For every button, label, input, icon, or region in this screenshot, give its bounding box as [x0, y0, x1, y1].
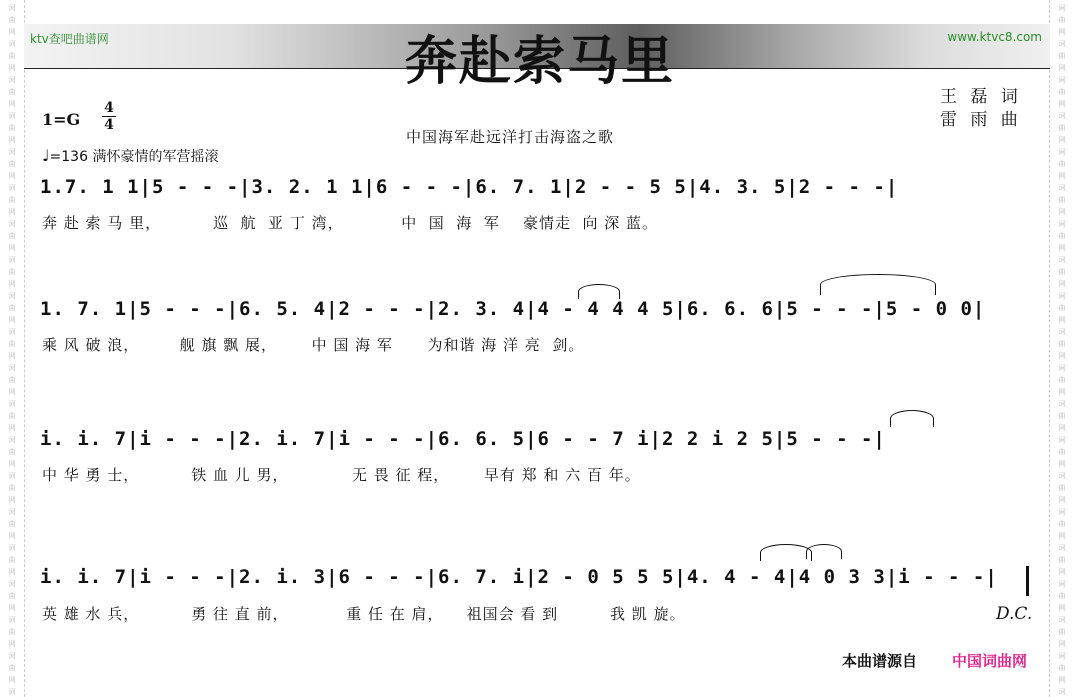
watermark-glyph: 曲 — [8, 556, 16, 564]
watermark-glyph: 网 — [8, 352, 16, 360]
watermark-glyph: 曲 — [8, 376, 16, 384]
watermark-glyph: 词 — [1058, 652, 1066, 660]
watermark-glyph: 网 — [1058, 208, 1066, 216]
watermark-glyph: 网 — [1058, 460, 1066, 468]
watermark-glyph: 曲 — [8, 124, 16, 132]
quarter-note-icon: ♩ — [42, 146, 50, 165]
watermark-glyph: 词 — [1058, 472, 1066, 480]
watermark-glyph: 词 — [8, 40, 16, 48]
watermark-glyph: 词 — [1058, 148, 1066, 156]
watermark-glyph: 词 — [8, 328, 16, 336]
watermark-glyph: 词 — [1058, 544, 1066, 552]
slur-mark — [820, 274, 936, 295]
watermark-glyph: 曲 — [1058, 448, 1066, 456]
watermark-glyph: 曲 — [8, 448, 16, 456]
score-lyrics-row-2: 乘 风 破 浪， 舰 旗 飘 展， 中 国 海 军 为和谐 海 洋 亮 剑。 — [42, 336, 585, 354]
watermark-glyph: 词 — [8, 544, 16, 552]
watermark-glyph: 曲 — [8, 160, 16, 168]
watermark-glyph: 词 — [8, 4, 16, 12]
watermark-glyph: 网 — [1058, 100, 1066, 108]
watermark-glyph: 网 — [8, 28, 16, 36]
watermark-glyph: 曲 — [8, 88, 16, 96]
watermark-glyph: 网 — [1058, 172, 1066, 180]
watermark-glyph: 词 — [1058, 220, 1066, 228]
watermark-glyph: 曲 — [8, 412, 16, 420]
watermark-glyph: 曲 — [1058, 124, 1066, 132]
watermark-glyph: 网 — [1058, 64, 1066, 72]
score-lyrics-row-3: 中 华 勇 士， 铁 血 儿 男， 无 畏 征 程， 早有 郑 和 六 百 年。 — [42, 466, 641, 484]
watermark-glyph: 网 — [1058, 280, 1066, 288]
watermark-glyph: 网 — [8, 244, 16, 252]
slur-mark — [578, 284, 620, 299]
watermark-glyph: 曲 — [1058, 520, 1066, 528]
watermark-glyph: 词 — [1058, 40, 1066, 48]
watermark-glyph: 网 — [8, 136, 16, 144]
key-signature: 1=G — [42, 110, 81, 129]
watermark-glyph: 网 — [8, 568, 16, 576]
watermark-glyph: 曲 — [1058, 628, 1066, 636]
watermark-glyph: 曲 — [1058, 196, 1066, 204]
score-notes-row-3: i. i. 7|i - - -|2. i. 7|i - - -|6. 6. 5|6 - - 7 i|2 2 i 2 5|5 - - -| — [40, 428, 886, 450]
watermark-glyph: 曲 — [1058, 232, 1066, 240]
watermark-glyph: 词 — [1058, 76, 1066, 84]
watermark-glyph: 网 — [8, 64, 16, 72]
watermark-glyph: 网 — [8, 460, 16, 468]
da-capo-marking: D.C. — [996, 604, 1033, 624]
watermark-glyph: 词 — [8, 256, 16, 264]
watermark-glyph: 曲 — [8, 592, 16, 600]
tempo-marking — [42, 146, 218, 166]
watermark-glyph: 网 — [1058, 244, 1066, 252]
score-notes-row-4: i. i. 7|i - - -|2. i. 3|6 - - -|6. 7. i|2 - 0 5 5 5|4. 4 - 4|4 0 3 3|i - - -| — [40, 566, 998, 588]
watermark-glyph: 词 — [8, 112, 16, 120]
watermark-glyph: 词 — [1058, 256, 1066, 264]
right-watermark-strip — [1049, 0, 1074, 697]
watermark-glyph: 曲 — [8, 340, 16, 348]
watermark-glyph: 网 — [1058, 352, 1066, 360]
watermark-glyph: 网 — [8, 676, 16, 684]
watermark-glyph: 词 — [1058, 112, 1066, 120]
footer-source-label: 本曲谱源自 — [842, 652, 918, 670]
watermark-glyph: 曲 — [1058, 304, 1066, 312]
watermark-glyph: 网 — [1058, 28, 1066, 36]
watermark-glyph: 词 — [8, 688, 16, 696]
watermark-glyph: 网 — [8, 604, 16, 612]
watermark-glyph: 网 — [8, 100, 16, 108]
watermark-glyph: 曲 — [8, 52, 16, 60]
watermark-glyph: 曲 — [1058, 16, 1066, 24]
watermark-glyph: 词 — [1058, 580, 1066, 588]
watermark-glyph: 曲 — [8, 232, 16, 240]
watermark-glyph: 网 — [8, 640, 16, 648]
watermark-glyph: 词 — [1058, 688, 1066, 696]
watermark-glyph: 网 — [1058, 532, 1066, 540]
watermark-glyph: 曲 — [8, 484, 16, 492]
watermark-glyph: 曲 — [1058, 484, 1066, 492]
watermark-glyph: 网 — [1058, 316, 1066, 324]
watermark-glyph: 词 — [1058, 4, 1066, 12]
watermark-glyph: 曲 — [1058, 592, 1066, 600]
score-notes-row-1: 1.7. 1 1|5 - - -|3. 2. 1 1|6 - - -|6. 7. 1|2 - - 5 5|4. 3. 5|2 - - -| — [40, 176, 899, 198]
watermark-glyph: 网 — [8, 496, 16, 504]
watermark-glyph: 词 — [1058, 328, 1066, 336]
watermark-glyph: 曲 — [1058, 268, 1066, 276]
watermark-glyph: 曲 — [1058, 88, 1066, 96]
watermark-glyph: 网 — [1058, 136, 1066, 144]
watermark-glyph: 词 — [8, 148, 16, 156]
watermark-glyph: 词 — [8, 184, 16, 192]
watermark-glyph: 词 — [8, 436, 16, 444]
watermark-glyph: 词 — [1058, 400, 1066, 408]
score-notes-row-2: 1. 7. 1|5 - - -|6. 5. 4|2 - - -|2. 3. 4|4 - 4 4 4 5|6. 6. 6|5 - - -|5 - 0 0| — [40, 298, 986, 320]
watermark-glyph: 词 — [8, 292, 16, 300]
watermark-glyph: 词 — [1058, 508, 1066, 516]
watermark-glyph: 网 — [1058, 424, 1066, 432]
watermark-glyph: 曲 — [1058, 340, 1066, 348]
watermark-glyph: 网 — [8, 280, 16, 288]
slur-mark — [760, 544, 812, 561]
watermark-glyph: 曲 — [8, 664, 16, 672]
watermark-glyph: 曲 — [8, 628, 16, 636]
slur-mark — [806, 544, 842, 559]
watermark-glyph: 曲 — [8, 268, 16, 276]
score-lyrics-row-1: 奔 赴 索 马 里， 巡 航 亚 丁 湾， 中 国 海 军 豪情走 向 深 蓝。 — [42, 214, 659, 232]
watermark-glyph: 词 — [8, 580, 16, 588]
watermark-glyph: 网 — [1058, 676, 1066, 684]
watermark-glyph: 网 — [8, 532, 16, 540]
watermark-glyph: 词 — [8, 616, 16, 624]
watermark-glyph: 网 — [8, 172, 16, 180]
final-barline — [1026, 566, 1029, 596]
watermark-glyph: 网 — [8, 208, 16, 216]
left-watermark-strip — [0, 0, 25, 697]
watermark-glyph: 词 — [8, 400, 16, 408]
time-signature-top: 4 — [104, 100, 114, 116]
watermark-glyph: 曲 — [1058, 664, 1066, 672]
watermark-glyph: 词 — [8, 652, 16, 660]
watermark-glyph: 曲 — [1058, 412, 1066, 420]
song-subtitle: 中国海军赴远洋打击海盗之歌 — [406, 128, 615, 146]
watermark-glyph: 网 — [1058, 496, 1066, 504]
time-signature — [102, 100, 116, 133]
watermark-glyph: 网 — [1058, 388, 1066, 396]
watermark-glyph: 曲 — [8, 304, 16, 312]
watermark-glyph: 网 — [1058, 568, 1066, 576]
composer-credit: 雷 雨 曲 — [940, 110, 1022, 130]
time-signature-bottom: 4 — [102, 116, 116, 133]
watermark-glyph: 词 — [8, 76, 16, 84]
watermark-glyph: 曲 — [8, 16, 16, 24]
lyricist-credit: 王 磊 词 — [940, 87, 1022, 107]
watermark-glyph: 词 — [1058, 184, 1066, 192]
watermark-glyph: 网 — [1058, 640, 1066, 648]
watermark-glyph: 词 — [8, 220, 16, 228]
watermark-glyph: 曲 — [1058, 376, 1066, 384]
watermark-glyph: 词 — [8, 472, 16, 480]
footer-source-site: 中国词曲网 — [952, 652, 1028, 670]
score-lyrics-row-4: 英 雄 水 兵， 勇 往 直 前， 重 任 在 肩， 祖国会 看 到 我 凯 旋。 — [42, 605, 686, 623]
watermark-glyph: 网 — [8, 388, 16, 396]
slur-mark — [890, 410, 934, 427]
watermark-glyph: 词 — [1058, 616, 1066, 624]
tempo-text: =136 满怀豪情的军营摇滚 — [49, 149, 219, 165]
watermark-glyph: 曲 — [8, 520, 16, 528]
watermark-glyph: 网 — [8, 424, 16, 432]
watermark-glyph: 曲 — [1058, 160, 1066, 168]
watermark-glyph: 词 — [1058, 436, 1066, 444]
watermark-glyph: 词 — [8, 508, 16, 516]
watermark-glyph: 词 — [1058, 364, 1066, 372]
watermark-glyph: 词 — [1058, 292, 1066, 300]
song-title: 奔赴索马里 — [404, 32, 675, 92]
watermark-glyph: 曲 — [1058, 52, 1066, 60]
site-watermark-right: www.ktvc8.com — [947, 30, 1042, 44]
watermark-glyph: 词 — [8, 364, 16, 372]
watermark-glyph: 网 — [8, 316, 16, 324]
watermark-glyph: 曲 — [1058, 556, 1066, 564]
site-watermark-left: ktv查吧曲谱网 — [30, 32, 109, 46]
watermark-glyph: 曲 — [8, 196, 16, 204]
watermark-glyph: 网 — [1058, 604, 1066, 612]
